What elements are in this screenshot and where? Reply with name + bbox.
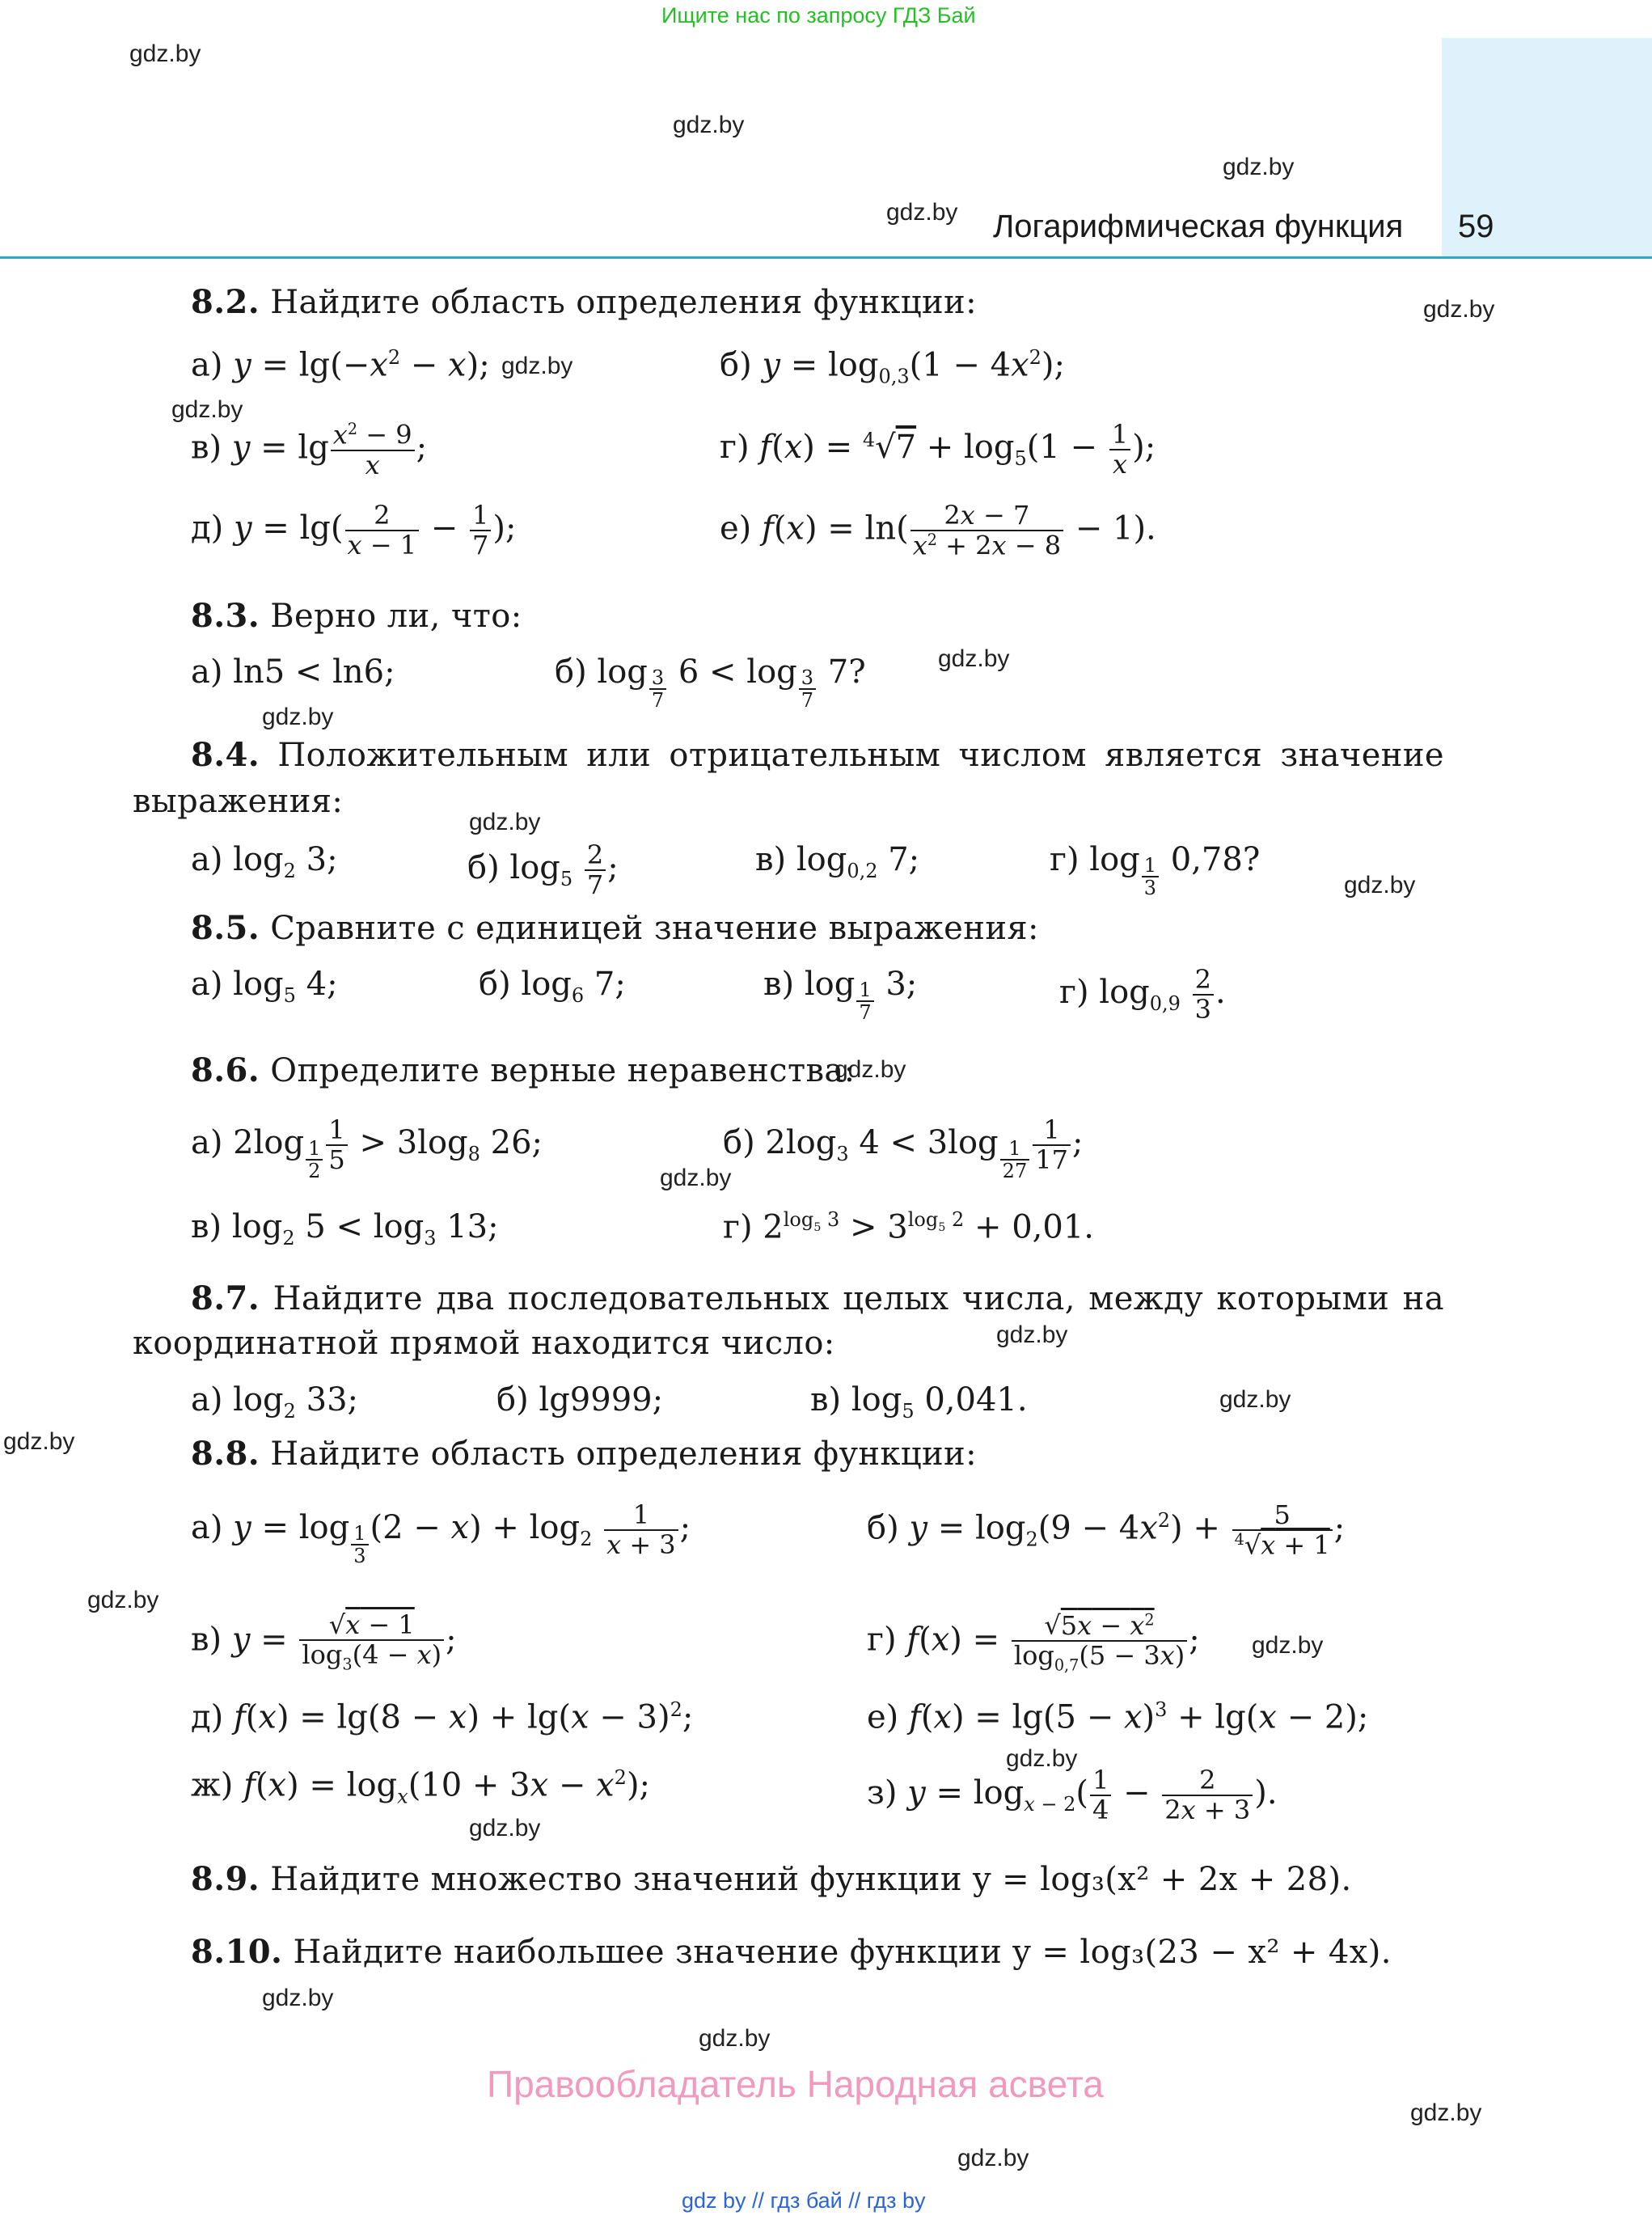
problem-8-10: 8.10. Найдите наибольшее значение функции y = log₃(23 − x² + 4x). (191, 1933, 1392, 1971)
watermark: gdz.by (262, 1985, 334, 2011)
watermark: gdz.by (957, 2145, 1029, 2171)
watermark: gdz.by (262, 704, 334, 730)
problem-8-8-v: в) y = $\frac{√x - 1}{\log_3(4 - x)}$ ; (191, 1609, 457, 1674)
watermark: gdz.by (1219, 1386, 1291, 1413)
problem-8-5-b: б) $\log_6 7$; (479, 966, 626, 1007)
problem-8-8-b: б) $y = \log_2(9 - 4x^2)$ + $\frac{5}{^4√x + 1}$ ; (867, 1499, 1346, 1561)
problem-8-2-v: в) y = lg $\frac{x^2 - 9}{x}$ ; (191, 419, 428, 480)
problem-8-6-v: в) $\log_2 5 < \log_3 13$; (191, 1208, 499, 1249)
watermark: gdz.by (469, 1815, 541, 1841)
problem-8-7-heading: 8.7. Найдите два последовательных целых числа, между которыми на (191, 1279, 1444, 1317)
copyright-notice: Правообладатель Народная асвета (487, 2063, 1104, 2105)
problem-8-10-formula: y = log₃(23 − x² + 4x). (1012, 1934, 1392, 1971)
problem-8-4-b: б) $\log_5$ $\frac{2}{7}$ ; (467, 839, 619, 901)
problem-8-7-v: в) $\log_5 0,041$. (810, 1381, 1028, 1423)
watermark: gdz.by (660, 1165, 732, 1191)
problem-8-4-g: г) log $\frac{1}{3}$ 0,78? (1050, 841, 1261, 899)
problem-8-2-e: е) f(x) = ln( $\frac{2x - 7}{x^2 + 2x - 8}$ − 1). (720, 500, 1156, 561)
watermark: gdz.by (171, 396, 243, 423)
watermark: gdz.by (1252, 1632, 1324, 1659)
problem-8-5-a: а) $\log_5 4$; (191, 966, 338, 1007)
problem-8-8-z: з) $y = \log_{x - 2}$( $\frac{1}{4}$ − $\frac{2}{2x + 3}$ ). (867, 1765, 1278, 1826)
watermark: gdz.by (1344, 872, 1416, 898)
header-title: Логарифмическая функция (993, 209, 1404, 244)
watermark: gdz.by (1423, 296, 1495, 323)
problem-8-7-b: б) lg9999; (496, 1381, 664, 1419)
watermark: gdz.by (699, 2025, 771, 2052)
problem-8-4-a: а) $\log_2 3$; (191, 841, 338, 882)
problem-8-4-v: в) $\log_{0,2} 7$; (755, 841, 920, 882)
problem-8-5-heading: 8.5. Сравните с единицей значение выражения: (191, 909, 1039, 947)
problem-8-7-a: а) $\log_2 33$; (191, 1381, 359, 1423)
problem-8-5-v: в) log $\frac{1}{7}$ 3; (763, 966, 918, 1024)
watermark: gdz.by (938, 645, 1010, 672)
watermark: gdz.by (87, 1587, 159, 1613)
problem-8-7-heading-cont: координатной прямой находится число: (133, 1325, 835, 1362)
watermark: gdz.by (501, 353, 573, 379)
problem-8-2-b: б) $y = \log_{0,3}(1 - 4x^2)$; (720, 346, 1066, 388)
problem-8-8-zh: ж) $f(x) = \log_x(10 + 3x - x^2)$; (191, 1766, 651, 1808)
problem-8-6-g: г) $2^{log_5 3} > 3^{log_5 2} + 0,01$. (723, 1208, 1094, 1246)
watermark: gdz.by (1223, 154, 1295, 180)
watermark: gdz.by (673, 112, 745, 138)
watermark: gdz.by (886, 199, 958, 226)
watermark: gdz.by (1006, 1745, 1078, 1772)
problem-8-9-formula: y = log₃(x² + 2x + 28). (973, 1861, 1352, 1898)
watermark: gdz.by (469, 809, 541, 835)
header-divider (0, 256, 1652, 259)
watermark: gdz.by (3, 1428, 75, 1455)
problem-8-6-b: б) $2\log_3$ 4 < 3log $\frac{1}{27}$ $\frac{1}{17}$ ; (723, 1114, 1084, 1183)
problem-8-8-a: а) y = log $\frac{1}{3}$ $(2 - x) + \log_2$ $\frac{1}{x + 3}$ ; (191, 1499, 691, 1568)
problem-8-2-d: д) y = lg( $\frac{2}{x - 1}$ − $\frac{1}{7}$ ); (191, 500, 517, 561)
watermark: gdz.by (996, 1321, 1068, 1348)
problem-8-4-heading-cont: выражения: (133, 783, 344, 820)
problem-8-2-a: а) $y = \lg(-x^2 - x)$; (191, 346, 490, 384)
top-search-text: Ищите нас по запросу ГДЗ Бай (661, 3, 976, 27)
problem-8-8-g: г) f(x) = $\frac{√5x - x^2}{\log_{0,7}(5 - 3x)}$ ; (867, 1609, 1200, 1675)
watermark: gdz.by (1410, 2099, 1482, 2126)
page-number: 59 (1458, 209, 1494, 244)
problem-8-3-b: б) log $\frac{3}{7}$ 6 < log $\frac{3}{7}$ 7? (555, 653, 866, 712)
problem-8-8-heading: 8.8. Найдите область определения функции: (191, 1435, 977, 1473)
problem-8-3-a: а) ln5 < ln6; (191, 653, 395, 691)
problem-8-9: 8.9. Найдите множество значений функции y = log₃(x² + 2x + 28). (191, 1860, 1352, 1898)
problem-8-3-heading: 8.3. Верно ли, что: (191, 597, 522, 635)
problem-8-5-g: г) $\log_{0,9}$ $\frac{2}{3}$ . (1059, 964, 1226, 1025)
problem-8-6-heading: 8.6. Определите верные неравенства: (191, 1051, 856, 1089)
problem-8-2-g: г) $f(x) = ^4√7 + \log_5(1$ − $\frac{1}{x}$ ); (720, 419, 1156, 480)
problem-8-2-heading: 8.2. Найдите область определения функции: (191, 283, 977, 321)
footer-links[interactable]: gdz by // гдз бай // гдз by (682, 2188, 926, 2213)
problem-8-4-heading: 8.4. Положительным или отрицательным числом является значение (191, 736, 1444, 774)
watermark: gdz.by (834, 1056, 906, 1083)
problem-8-6-a: а) 2log $\frac{1}{2}$ $\frac{1}{5}$ > $3\log_8$ 26; (191, 1114, 543, 1183)
problem-8-8-e: е) $f(x) = \lg(5 - x)^3 + \lg(x - 2)$; (867, 1698, 1369, 1736)
watermark: gdz.by (129, 40, 201, 67)
problem-8-8-d: д) $f(x) = \lg(8 - x) + \lg(x - 3)^2$; (191, 1698, 694, 1736)
